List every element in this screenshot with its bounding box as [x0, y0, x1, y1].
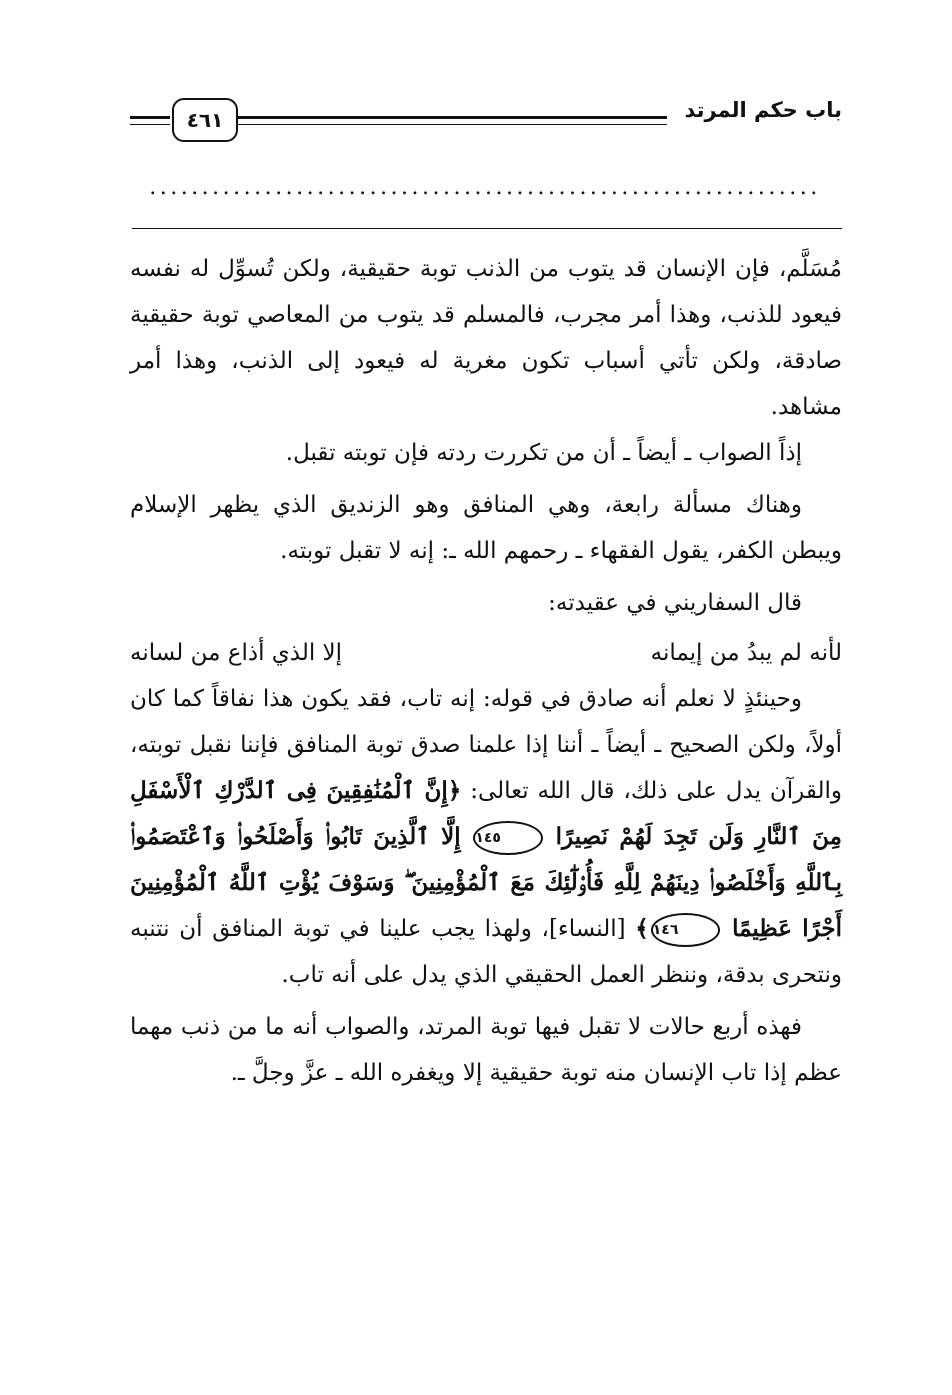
paragraph-6: فهذه أربع حالات لا تقبل فيها توبة المرتد، والصواب أنه ما من ذنب مهما عظم إذا تاب الإنسان منه توبة حقيقية إلا ويغفره الله ـ عزَّ وجلَّ ـ. [130, 1014, 842, 1086]
footnote-separator [132, 228, 842, 229]
header-rule-left-bottom [130, 124, 170, 125]
paragraph-4: قال السفاريني في عقيدته: [548, 590, 802, 616]
poetry-verse [130, 630, 842, 676]
quran-verse-146: إِلَّا ٱلَّذِينَ تَابُوا۟ وَأَصْلَحُوا۟ وَٱعْتَصَمُوا۟ بِٱللَّهِ وَأَخْلَصُوا۟ دِينَهُمْ لِلَّهِ فَأُو۟لَٰٓئِكَ مَعَ ٱلْمُؤْمِنِينَ ۖ وَسَوْفَ يُؤْتِ ٱللَّهُ ٱلْمُؤْمِنِينَ أَجْرًا عَظِيمًا [130, 823, 842, 942]
verse-second-hemistich: إلا الذي أذاع من لسانه [130, 640, 343, 666]
verse-first-hemistich: لأنه لم يبدُ من إيمانه [650, 640, 842, 666]
quran-close-bracket: ﴾ [635, 915, 649, 942]
page-number: ٤٦١ [172, 98, 238, 142]
quran-verse-145: إِنَّ ٱلْمُنَٰفِقِينَ فِى ٱلدَّرْكِ ٱلْأَسْفَلِ مِنَ ٱلنَّارِ وَلَن تَجِدَ لَهُمْ نَصِيرًا [130, 777, 843, 850]
paragraph-3: وهناك مسألة رابعة، وهي المنافق وهو الزنديق الذي يظهر الإسلام ويبطن الكفر، يقول الفقهاء ـ رحمهم الله ـ: إنه لا تقبل توبته. [130, 492, 842, 564]
chapter-title: باب حكم المرتد [684, 98, 842, 122]
paragraph-5 [130, 676, 842, 998]
ayah-number-145: ١٤٥ [473, 821, 543, 855]
paragraph-5-start: وحينئذٍ لا نعلم أنه صادق في قوله: إنه تاب، فقد يكون هذا نفاقاً كما كان أولاً، ولكن الصحيح ـ أيضاً ـ أننا إذا علمنا صدق توبة المنافق فإننا نقبل توبته، والقرآن يدل على ذلك، قال الله تعالى: [130, 686, 842, 804]
ayah-number-146: ١٤٦ [651, 913, 721, 947]
page-body [130, 246, 842, 1096]
header-rule-bottom [238, 124, 667, 125]
header-rule-top [238, 116, 667, 119]
quran-open-bracket: ﴿ [447, 777, 462, 804]
paragraph-1: مُسَلَّم، فإن الإنسان قد يتوب من الذنب توبة حقيقية، ولكن تُسوِّل له نفسه فيعود للذنب، وهذا أمر مجرب، فالمسلم قد يتوب من المعاصي توبة حقيقية صادقة، ولكن تأتي أسباب تكون مغرية له فيعود إلى الذنب، وهذا أمر مشاهد. [130, 256, 842, 420]
header-rule-left-top [130, 116, 170, 119]
surah-reference: [النساء] [548, 916, 626, 942]
footnote-dots: ................................................................ [149, 175, 821, 200]
paragraph-2: إذاً الصواب ـ أيضاً ـ أن من تكررت ردته فإن توبته تقبل. [285, 440, 802, 466]
page-header [130, 92, 842, 148]
paragraph-5-end: ، ولهذا يجب علينا في توبة المنافق أن نتنبه ونتحرى بدقة، وننظر العمل الحقيقي الذي يدل على أنه تاب. [130, 916, 842, 988]
